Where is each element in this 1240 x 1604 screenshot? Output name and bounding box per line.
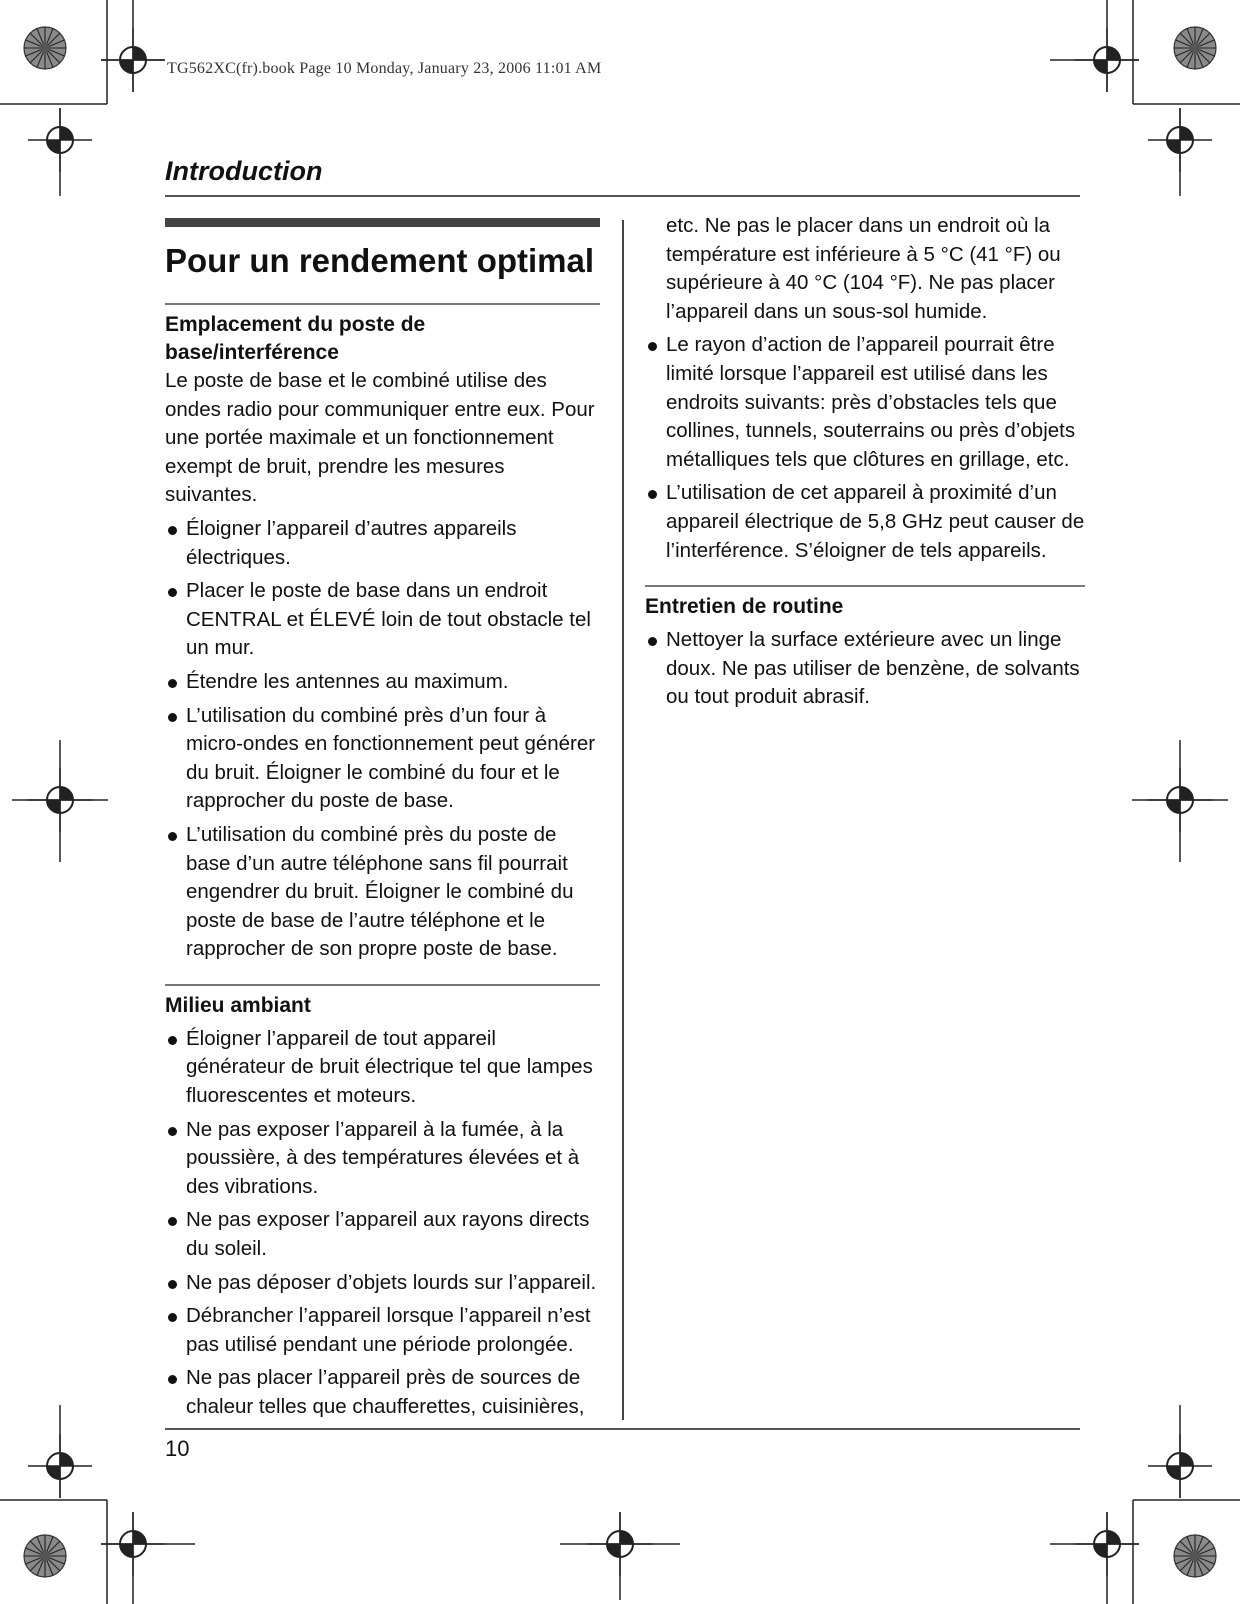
list-item: Ne pas placer l’appareil près de sources de chaleur telles que chaufferettes, cuisinières, [165, 1364, 600, 1421]
list-item: Le rayon d’action de l’appareil pourrait être limité lorsque l’appareil est utilisé dans les endroits suivants: près d’obstacles tels que collines, tunnels, souterrains ou près d’objets métalliques tels que clôtures en grillage, etc. [645, 331, 1085, 474]
title-bar [165, 218, 600, 227]
left-column [165, 212, 600, 1422]
section-title-entretien: Entretien de routine [645, 595, 844, 619]
list-item: Éloigner l’appareil d’autres appareils électriques. [165, 515, 600, 572]
footer-rule [165, 1428, 1080, 1430]
list-item: L’utilisation du combiné près d’un four à micro-ondes en fonctionnement peut générer du bruit. Éloigner le combiné du four et le rapprocher du poste de base. [165, 702, 600, 816]
list-item: Débrancher l’appareil lorsque l’appareil n’est pas utilisé pendant une période prolongée. [165, 1302, 600, 1359]
list-item: Nettoyer la surface extérieure avec un linge doux. Ne pas utiliser de benzène, de solvants ou tout produit abrasif. [645, 626, 1085, 712]
bullet-list-entretien [645, 626, 1085, 712]
list-item: Placer le poste de base dans un endroit CENTRAL et ÉLEVÉ loin de tout obstacle tel un mur. [165, 577, 600, 663]
section-title-milieu: Milieu ambiant [165, 993, 311, 1017]
print-header: TG562XC(fr).book Page 10 Monday, January 23, 2006 11:01 AM [167, 60, 602, 77]
section-rule [165, 984, 600, 986]
list-item: L’utilisation de cet appareil à proximité d’un appareil électrique de 5,8 GHz peut causer de l’interférence. S’éloigner de tels appareils. [645, 479, 1085, 565]
list-item: Ne pas déposer d’objets lourds sur l’appareil. [165, 1269, 600, 1298]
section-label: Introduction [165, 156, 323, 186]
page-title: Pour un rendement optimal [165, 242, 595, 279]
list-item: Ne pas exposer l’appareil aux rayons directs du soleil. [165, 1206, 600, 1263]
bullet-list-continued [645, 331, 1085, 565]
right-column [645, 212, 1085, 712]
section-title-emplacement: Emplacement du poste de base/interférence [165, 313, 426, 364]
list-item: L’utilisation du combiné près du poste de base d’un autre téléphone sans fil pourrait engendrer du bruit. Éloigner le combiné du poste de base de l’autre téléphone et le rapprocher de son propre poste de base. [165, 821, 600, 964]
column-divider [622, 220, 624, 1420]
bullet-list-emplacement [165, 515, 600, 964]
bullet-list-milieu [165, 1025, 600, 1422]
list-item: Étendre les antennes au maximum. [165, 668, 600, 697]
section-rule [165, 303, 600, 305]
section-intro: Le poste de base et le combiné utilise des ondes radio pour communiquer entre eux. Pour une portée maximale et un fonctionnement exempt de bruit, prendre les mesures suivantes. [165, 369, 595, 507]
page-number: 10 [165, 1436, 190, 1461]
continuation-text: etc. Ne pas le placer dans un endroit où la température est inférieure à 5 °C (41 °F) ou supérieure à 40 °C (104 °F). Ne pas placer l’appareil dans un sous-sol humide. [666, 214, 1061, 323]
header-rule [165, 195, 1080, 197]
list-item: Ne pas exposer l’appareil à la fumée, à la poussière, à des températures élevées et à des vibrations. [165, 1116, 600, 1202]
list-item: Éloigner l’appareil de tout appareil générateur de bruit électrique tel que lampes fluorescentes et moteurs. [165, 1025, 600, 1111]
section-rule [645, 585, 1085, 587]
